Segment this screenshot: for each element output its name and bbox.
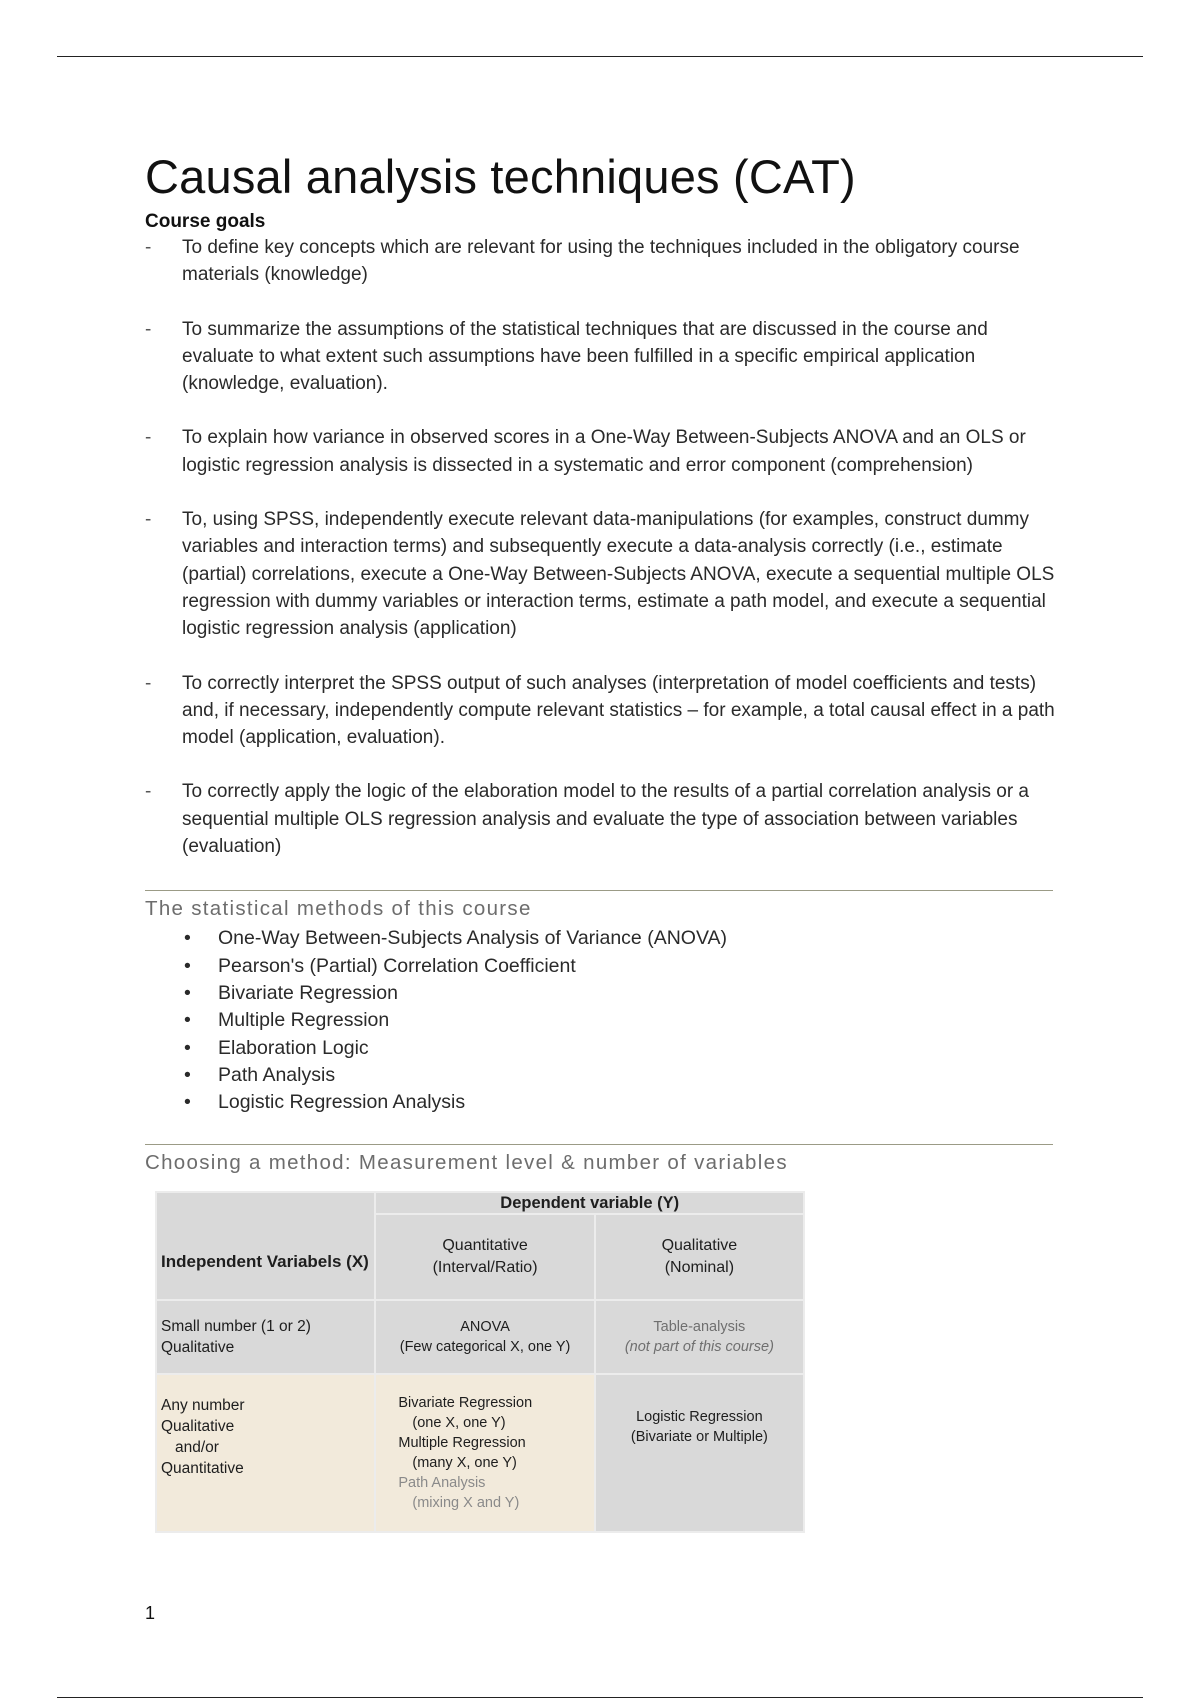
cell-line: Table-analysis	[653, 1319, 746, 1335]
cell-line: and/or	[175, 1439, 219, 1456]
method-item	[145, 1062, 1053, 1089]
cell-line: (not part of this course)	[624, 1339, 774, 1355]
logistic-regression-cell	[595, 1374, 804, 1532]
cell-line: Any number	[161, 1397, 245, 1414]
page-number: 1	[145, 1603, 156, 1623]
quantitative-column-header	[375, 1214, 594, 1300]
goal-item	[145, 778, 1055, 860]
row-label-any-number	[156, 1374, 375, 1532]
dash-marker: -	[145, 237, 152, 258]
header-rule	[57, 56, 1143, 57]
method-item	[145, 980, 1053, 1007]
method-text: Pearson's (Partial) Correlation Coefficient	[218, 954, 576, 977]
choosing-section	[145, 1144, 1053, 1177]
goal-item	[145, 234, 1055, 289]
qualitative-column-header	[595, 1214, 804, 1300]
cell-line: (Few categorical X, one Y)	[399, 1339, 571, 1355]
goal-text: To define key concepts which are relevant for using the techniques included in the obligatory course materials (knowledge)	[182, 237, 1020, 286]
cell-line: (one X, one Y)	[412, 1415, 506, 1431]
method-text: Logistic Regression Analysis	[218, 1091, 466, 1114]
method-text: One-Way Between-Subjects Analysis of Variance (ANOVA)	[218, 927, 728, 950]
row-label-small-number	[156, 1300, 375, 1374]
method-text: Multiple Regression	[218, 1009, 390, 1032]
bullet-marker: •	[184, 927, 191, 950]
dependent-variable-header: Dependent variable (Y)	[375, 1192, 804, 1214]
cell-line: Multiple Regression	[398, 1435, 526, 1451]
method-text: Path Analysis	[218, 1063, 336, 1086]
cell-line: Path Analysis	[398, 1475, 486, 1491]
goal-text: To correctly interpret the SPSS output of such analyses (interpretation of model coefficients and tests) and, if necessary, independently compute relevant statistics – for example, a total causal effect in a path model (application, evaluation).	[182, 672, 1055, 749]
bullet-marker: •	[184, 954, 191, 977]
table-row	[156, 1300, 804, 1374]
anova-cell	[375, 1300, 594, 1374]
choosing-heading: Choosing a method: Measurement level & number of variables	[145, 1151, 788, 1175]
cell-line: Qualitative	[161, 1418, 235, 1435]
method-choice-table	[155, 1191, 805, 1533]
goal-item	[145, 506, 1055, 642]
method-text: Bivariate Regression	[218, 981, 398, 1004]
cell-line: Qualitative	[661, 1237, 738, 1254]
cell-line: (Nominal)	[664, 1259, 735, 1276]
table-row	[156, 1374, 804, 1532]
bullet-marker: •	[184, 1091, 191, 1114]
method-item	[145, 1035, 1053, 1062]
method-text: Elaboration Logic	[218, 1036, 369, 1059]
document-page	[145, 150, 1055, 1177]
dash-marker: -	[145, 318, 152, 340]
method-item	[145, 1089, 1053, 1116]
method-item	[145, 1007, 1053, 1034]
regression-cell	[375, 1374, 594, 1532]
cell-line: Small number (1 or 2)	[161, 1318, 311, 1335]
table-analysis-cell	[595, 1300, 804, 1374]
cell-line: Qualitative	[161, 1339, 235, 1356]
bullet-marker: •	[184, 1036, 191, 1059]
dash-marker: -	[145, 672, 152, 694]
cell-line: Bivariate Regression	[398, 1395, 533, 1411]
cell-line: Quantitative	[161, 1460, 244, 1477]
document-title: Causal analysis techniques (CAT)	[145, 150, 856, 203]
cell-line: (Bivariate or Multiple)	[630, 1429, 768, 1445]
course-goals-list	[145, 234, 1055, 860]
goal-text: To, using SPSS, independently execute relevant data-manipulations (for examples, construct dummy variables and interaction terms) and subsequently execute a data-analysis correctly (i.e., estimate (partial) correlations, execute a One-Way Between-Subjects ANOVA, execute a sequential multiple OLS regression with dummy variables or interaction terms, estimate a path model, and execute a sequential logistic regression analysis (application)	[182, 509, 1055, 640]
goal-item	[145, 670, 1055, 752]
method-item	[145, 953, 1053, 980]
footer-rule	[57, 1697, 1143, 1698]
cell-line: (mixing X and Y)	[412, 1495, 520, 1511]
bullet-marker: •	[184, 1009, 191, 1032]
methods-heading: The statistical methods of this course	[145, 897, 532, 921]
bullet-marker: •	[184, 1063, 191, 1086]
goal-item	[145, 424, 1055, 479]
cell-line: Logistic Regression	[636, 1409, 763, 1425]
goal-text: To summarize the assumptions of the statistical techniques that are discussed in the course and evaluate to what extent such assumptions have been fulfilled in a specific empirical application (knowledge, evaluation).	[182, 318, 988, 395]
cell-line: Quantitative	[442, 1237, 528, 1254]
methods-list	[145, 925, 1053, 1116]
bullet-marker: •	[184, 981, 191, 1004]
independent-variables-header: Independent Variabels (X)	[156, 1192, 375, 1300]
method-item	[145, 925, 1053, 952]
dash-marker: -	[145, 509, 152, 531]
goal-text: To correctly apply the logic of the elaboration model to the results of a partial correlation analysis or a sequential multiple OLS regression analysis and evaluate the type of association between variables (evaluation)	[182, 781, 1030, 858]
dash-marker: -	[145, 427, 152, 449]
cell-line: (Interval/Ratio)	[432, 1259, 538, 1276]
dash-marker: -	[145, 781, 152, 803]
cell-line: (many X, one Y)	[412, 1455, 517, 1471]
course-goals-heading: Course goals	[145, 211, 266, 232]
goal-item	[145, 316, 1055, 398]
methods-section	[145, 890, 1053, 1116]
table-row	[156, 1192, 804, 1214]
goal-text: To explain how variance in observed scores in a One-Way Between-Subjects ANOVA and an OLS or logistic regression analysis is dissected in a systematic and error component (comprehension)	[182, 427, 1026, 476]
cell-line: ANOVA	[460, 1319, 510, 1335]
